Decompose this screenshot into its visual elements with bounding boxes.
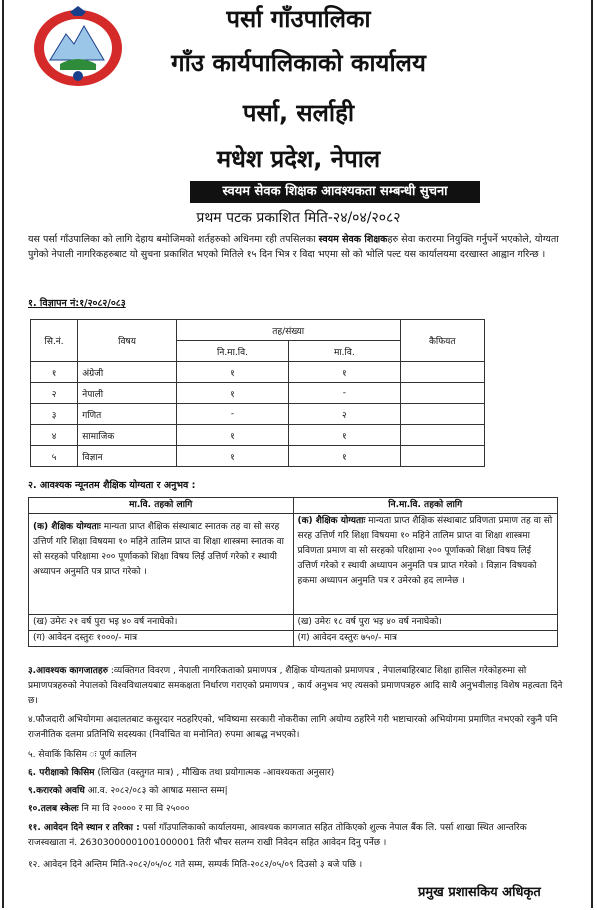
section-7: ९.करारको अवधि आ.व. २०८२/०८३ को आषाढ मसान्त सम्म| [28,786,228,796]
th-count: तह/संख्या [176,320,400,341]
section-5: ५. सेवाकिं किसिम ः पूर्ण कालिन [28,750,137,760]
header-title-1: पर्सा गाँउपालिका [226,5,371,33]
qual-col1-age: (ख) उमेरः २१ वर्ष पुरा भइ ४० वर्ष ननाघेको। [29,615,294,631]
header-title-4: मधेश प्रदेश, नेपाल [216,145,381,173]
section-4: ४.फौजदारी अभियोगमा अदालतबाट कसुरदार नठहरिएको, भविष्यमा सरकारी नोकरीका लागि अयोग्य ठहरिने गरी भष्टाचारको अभियोगमा प्रमाणित नभएको रकुनै पनि राजनीतिक दलमा प्रतिनिधि सदस्यका (निर्वाचित वा मनोनित) रुपमा आबद्ध नभएको। [28,715,558,740]
table-row: ३ गणित - २ [31,404,485,425]
section2-title: २. आवश्यक न्यूनतम शैक्षिक योग्यता र अनुभव : [28,480,196,491]
intro-text-2: हरु सेवा करारमा नियुक्ति गर्नुपर्ने भएकोले, योग्यता पुगेको नेपाली नागरिकहरुबाट यो सुचना प्रकाशित भएको मितिले १५ दिन भित्र र विदा भएमा सो को भोलि पल्ट यस कार्यालयमा दरखास्त आह्वान गरिन्छ । [28,234,559,260]
table-row: ५ विज्ञान १ १ [31,446,485,467]
qualification-table [28,497,558,647]
qual-col1-header: मा.वि. तहको लागि [29,498,294,514]
section-3: ३.आवश्यक कागजातहरु :व्यक्तिगत विवरण , नेपाली नागरिकताको प्रमाणपत्र , शैक्षिक योग्यताको प्रमाणपत्र , नेपालबाहिरबाट शिक्षा हासिल गरेकोहरुमा सो प्रमाणपत्रहरुको नेपालको विश्वविधालयबाट समकक्षता निर्धारण गराएको प्रमाणपत्र , कार्य अनुभव भए त्यसको प्रमाणपत्रहरु आदि साथै अनुभवीलाइ विशेष महत्वता दिने छ। [28,666,563,706]
table-row: ४ सामाजिक १ १ [31,425,485,446]
intro-text-1: यस पर्सा गाँउपालिका को लागि देहाय बमोजिमको शर्तहरुको अधिनमा रही तपसिलका [28,234,316,245]
notice-banner: स्वयम सेवक शिक्षक आवश्यकता सम्बन्धी सुचना [190,181,480,203]
qual-col1-body: (क) शैक्षिक योग्यताः मान्यता प्राप्त शैक्षिक संस्थाबाट स्नातक तह वा सो सरह उत्तिर्ण गरि शिक्षा विषयमा १० महिने तालिम प्राप्त वा शिक्षा शास्त्रमा स्नातक वा सो सरहको परिक्षामा २०० पूर्णाकको शिक्षा विषय लिई उत्तिर्ण गरेको र स्थायी अध्यापन अनुमति पत्र प्राप्त गरेको । [29,514,294,615]
signature: प्रमुख प्रशासकिय अधिकृत [418,885,541,900]
vacancy-table [30,319,485,467]
qual-col2-header: नि.मा.वि. तहको लागि [293,498,558,514]
table-row: १ अंग्रेजी १ १ [31,362,485,383]
publish-date: प्रथम पटक प्रकाशित मिति-२४/०४/२०८२ [196,210,401,226]
header-title-3: पर्सा, सर्लाही [242,99,355,127]
qual-col2-fee: (ग) आवेदन दस्तुरः ७५०/- मात्र [293,631,558,647]
th-subject: विषय [78,320,177,362]
th-secondary: मा.वि. [289,341,400,362]
section-9: ११. आवेदन दिने स्थान र तरिका : पर्सा गाँउपालिकाको कार्यालयमा, आवश्यक कागजात सहित तोकिएको शुल्क नेपाल बैंक लि. पर्सा शाखा स्थित आन्तरिक राजस्वखाता नं. 26303000001001000001 तिरी भौचर सलग्न राखी निवेदन सहित आवेदन दिनु पर्नेछ । [28,823,527,848]
intro-paragraph [28,232,563,262]
th-lower: नि.मा.वि. [176,341,288,362]
qual-col2-body: (क) शैक्षिक योग्यताः मान्यता प्राप्त शैक्षिक संस्थाबाट प्रविणता प्रमाण तह वा सो सरह उत्तिर्ण गरि शिक्षा विषयमा १० महिने तालिम प्राप्त वा शिक्षा शास्त्रमा प्रविणता प्रमाण वा सो सरहको परिक्षामा २०० पूर्णाकको शिक्षा विषय लिई उत्तिर्ण गरेको र स्थायी अध्यापन अनुमति पत्र प्राप्त गरेको । विज्ञान विषयको हकमा अध्यापन अनुमति पत्र र उमेरको हद लाग्नेछ । [293,514,558,615]
header-title-2: गाँउ कार्यपालिकाको कार्यालय [171,49,426,77]
section-8: १०.तलब स्केलः नि मा वि २०००० र मा वि २५००० [28,804,190,814]
table-row: २ नेपाली १ - [31,383,485,404]
intro-bold: स्वयम सेवक शिक्षक [318,234,388,245]
qual-col1-fee: (ग) आवेदन दस्तुरः १०००/- मात्र [29,631,294,647]
th-remarks: कैफियत [400,320,484,362]
ad-number: १. विज्ञापन नं:१/२०८२/०८३ [28,298,126,309]
section-10: १२. आवेदन दिने अन्तिम मिति-२०८२/०५/०८ गते सम्म, सम्पर्क मिति-२०८२/०५/०९ दिउसो ३ बजे पछि । [28,860,363,870]
th-sn: सि.नं. [31,320,78,362]
qual-col2-age: (ख) उमेरः १८ वर्ष पुरा भइ ४० वर्ष ननाघेको। [293,615,558,631]
section-6: ६. परीक्षाको किसिम (लिखित (वस्तुगत मात्र) , मौखिक तथा प्रयोगात्मक -आवश्यकता अनुसार) [28,768,335,778]
